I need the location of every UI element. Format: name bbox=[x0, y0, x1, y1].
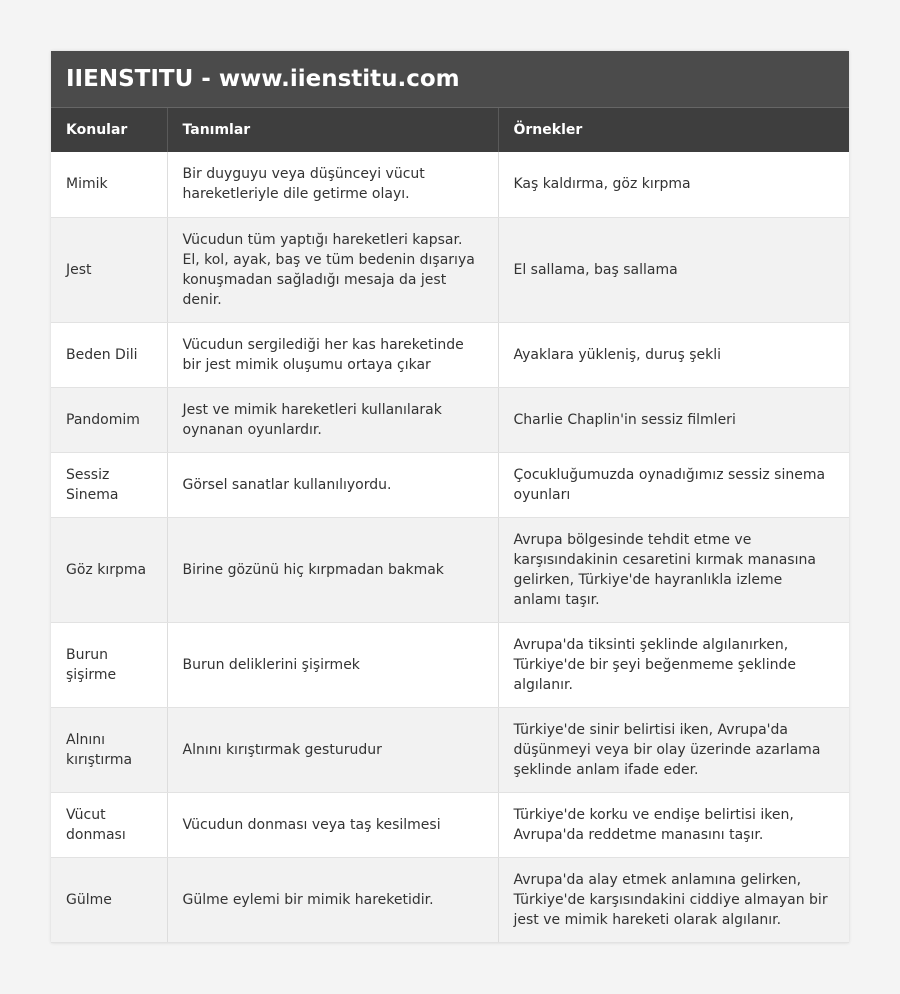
cell-tanim: Görsel sanatlar kullanılıyordu. bbox=[167, 452, 498, 517]
cell-konu: Göz kırpma bbox=[51, 517, 167, 622]
cell-konu: Mimik bbox=[51, 152, 167, 217]
cell-konu: Beden Dili bbox=[51, 322, 167, 387]
table-row bbox=[51, 217, 849, 322]
table-card bbox=[51, 51, 849, 943]
cell-konu: Burun şişirme bbox=[51, 622, 167, 707]
cell-ornek: Charlie Chaplin'in sessiz filmleri bbox=[498, 387, 849, 452]
cell-konu: Alnını kırıştırma bbox=[51, 707, 167, 792]
table-row bbox=[51, 622, 849, 707]
cell-ornek: Avrupa'da tiksinti şeklinde algılanırken, Türkiye'de bir şeyi beğenmeme şeklinde algılanır. bbox=[498, 622, 849, 707]
cell-konu: Sessiz Sinema bbox=[51, 452, 167, 517]
cell-tanim: Vücudun sergilediği her kas hareketinde bir jest mimik oluşumu ortaya çıkar bbox=[167, 322, 498, 387]
cell-ornek: Kaş kaldırma, göz kırpma bbox=[498, 152, 849, 217]
table-row bbox=[51, 387, 849, 452]
cell-ornek: Avrupa'da alay etmek anlamına gelirken, Türkiye'de karşısındakini ciddiye almayan bir jest ve mimik hareketi olarak algılanır. bbox=[498, 857, 849, 942]
cell-tanim: Burun deliklerini şişirmek bbox=[167, 622, 498, 707]
table-title: IIENSTITU - www.iienstitu.com bbox=[51, 51, 849, 108]
cell-tanim: Vücudun tüm yaptığı hareketleri kapsar. El, kol, ayak, baş ve tüm bedenin dışarıya konuşmadan sağladığı mesaja da jest denir. bbox=[167, 217, 498, 322]
cell-konu: Jest bbox=[51, 217, 167, 322]
cell-ornek: Türkiye'de sinir belirtisi iken, Avrupa'da düşünmeyi veya bir olay üzerinde azarlama şeklinde anlam ifade eder. bbox=[498, 707, 849, 792]
header-tanimlar: Tanımlar bbox=[167, 108, 498, 152]
cell-tanim: Alnını kırıştırmak gesturudur bbox=[167, 707, 498, 792]
cell-konu: Gülme bbox=[51, 857, 167, 942]
header-konular: Konular bbox=[51, 108, 167, 152]
cell-ornek: Ayaklara yükleniş, duruş şekli bbox=[498, 322, 849, 387]
table-row bbox=[51, 517, 849, 622]
cell-ornek: Çocukluğumuzda oynadığımız sessiz sinema oyunları bbox=[498, 452, 849, 517]
cell-konu: Vücut donması bbox=[51, 792, 167, 857]
cell-konu: Pandomim bbox=[51, 387, 167, 452]
table-row bbox=[51, 792, 849, 857]
cell-tanim: Vücudun donması veya taş kesilmesi bbox=[167, 792, 498, 857]
cell-tanim: Jest ve mimik hareketleri kullanılarak oynanan oyunlardır. bbox=[167, 387, 498, 452]
table-row bbox=[51, 857, 849, 942]
table-row bbox=[51, 322, 849, 387]
table-row bbox=[51, 452, 849, 517]
data-table bbox=[51, 108, 849, 943]
cell-tanim: Gülme eylemi bir mimik hareketidir. bbox=[167, 857, 498, 942]
cell-tanim: Bir duyguyu veya düşünceyi vücut hareketleriyle dile getirme olayı. bbox=[167, 152, 498, 217]
cell-ornek: Avrupa bölgesinde tehdit etme ve karşısındakinin cesaretini kırmak manasına gelirken, Türkiye'de hayranlıkla izleme anlamı taşır. bbox=[498, 517, 849, 622]
header-row bbox=[51, 108, 849, 152]
table-row bbox=[51, 152, 849, 217]
cell-ornek: El sallama, baş sallama bbox=[498, 217, 849, 322]
header-ornekler: Örnekler bbox=[498, 108, 849, 152]
cell-tanim: Birine gözünü hiç kırpmadan bakmak bbox=[167, 517, 498, 622]
table-row bbox=[51, 707, 849, 792]
cell-ornek: Türkiye'de korku ve endişe belirtisi iken, Avrupa'da reddetme manasını taşır. bbox=[498, 792, 849, 857]
